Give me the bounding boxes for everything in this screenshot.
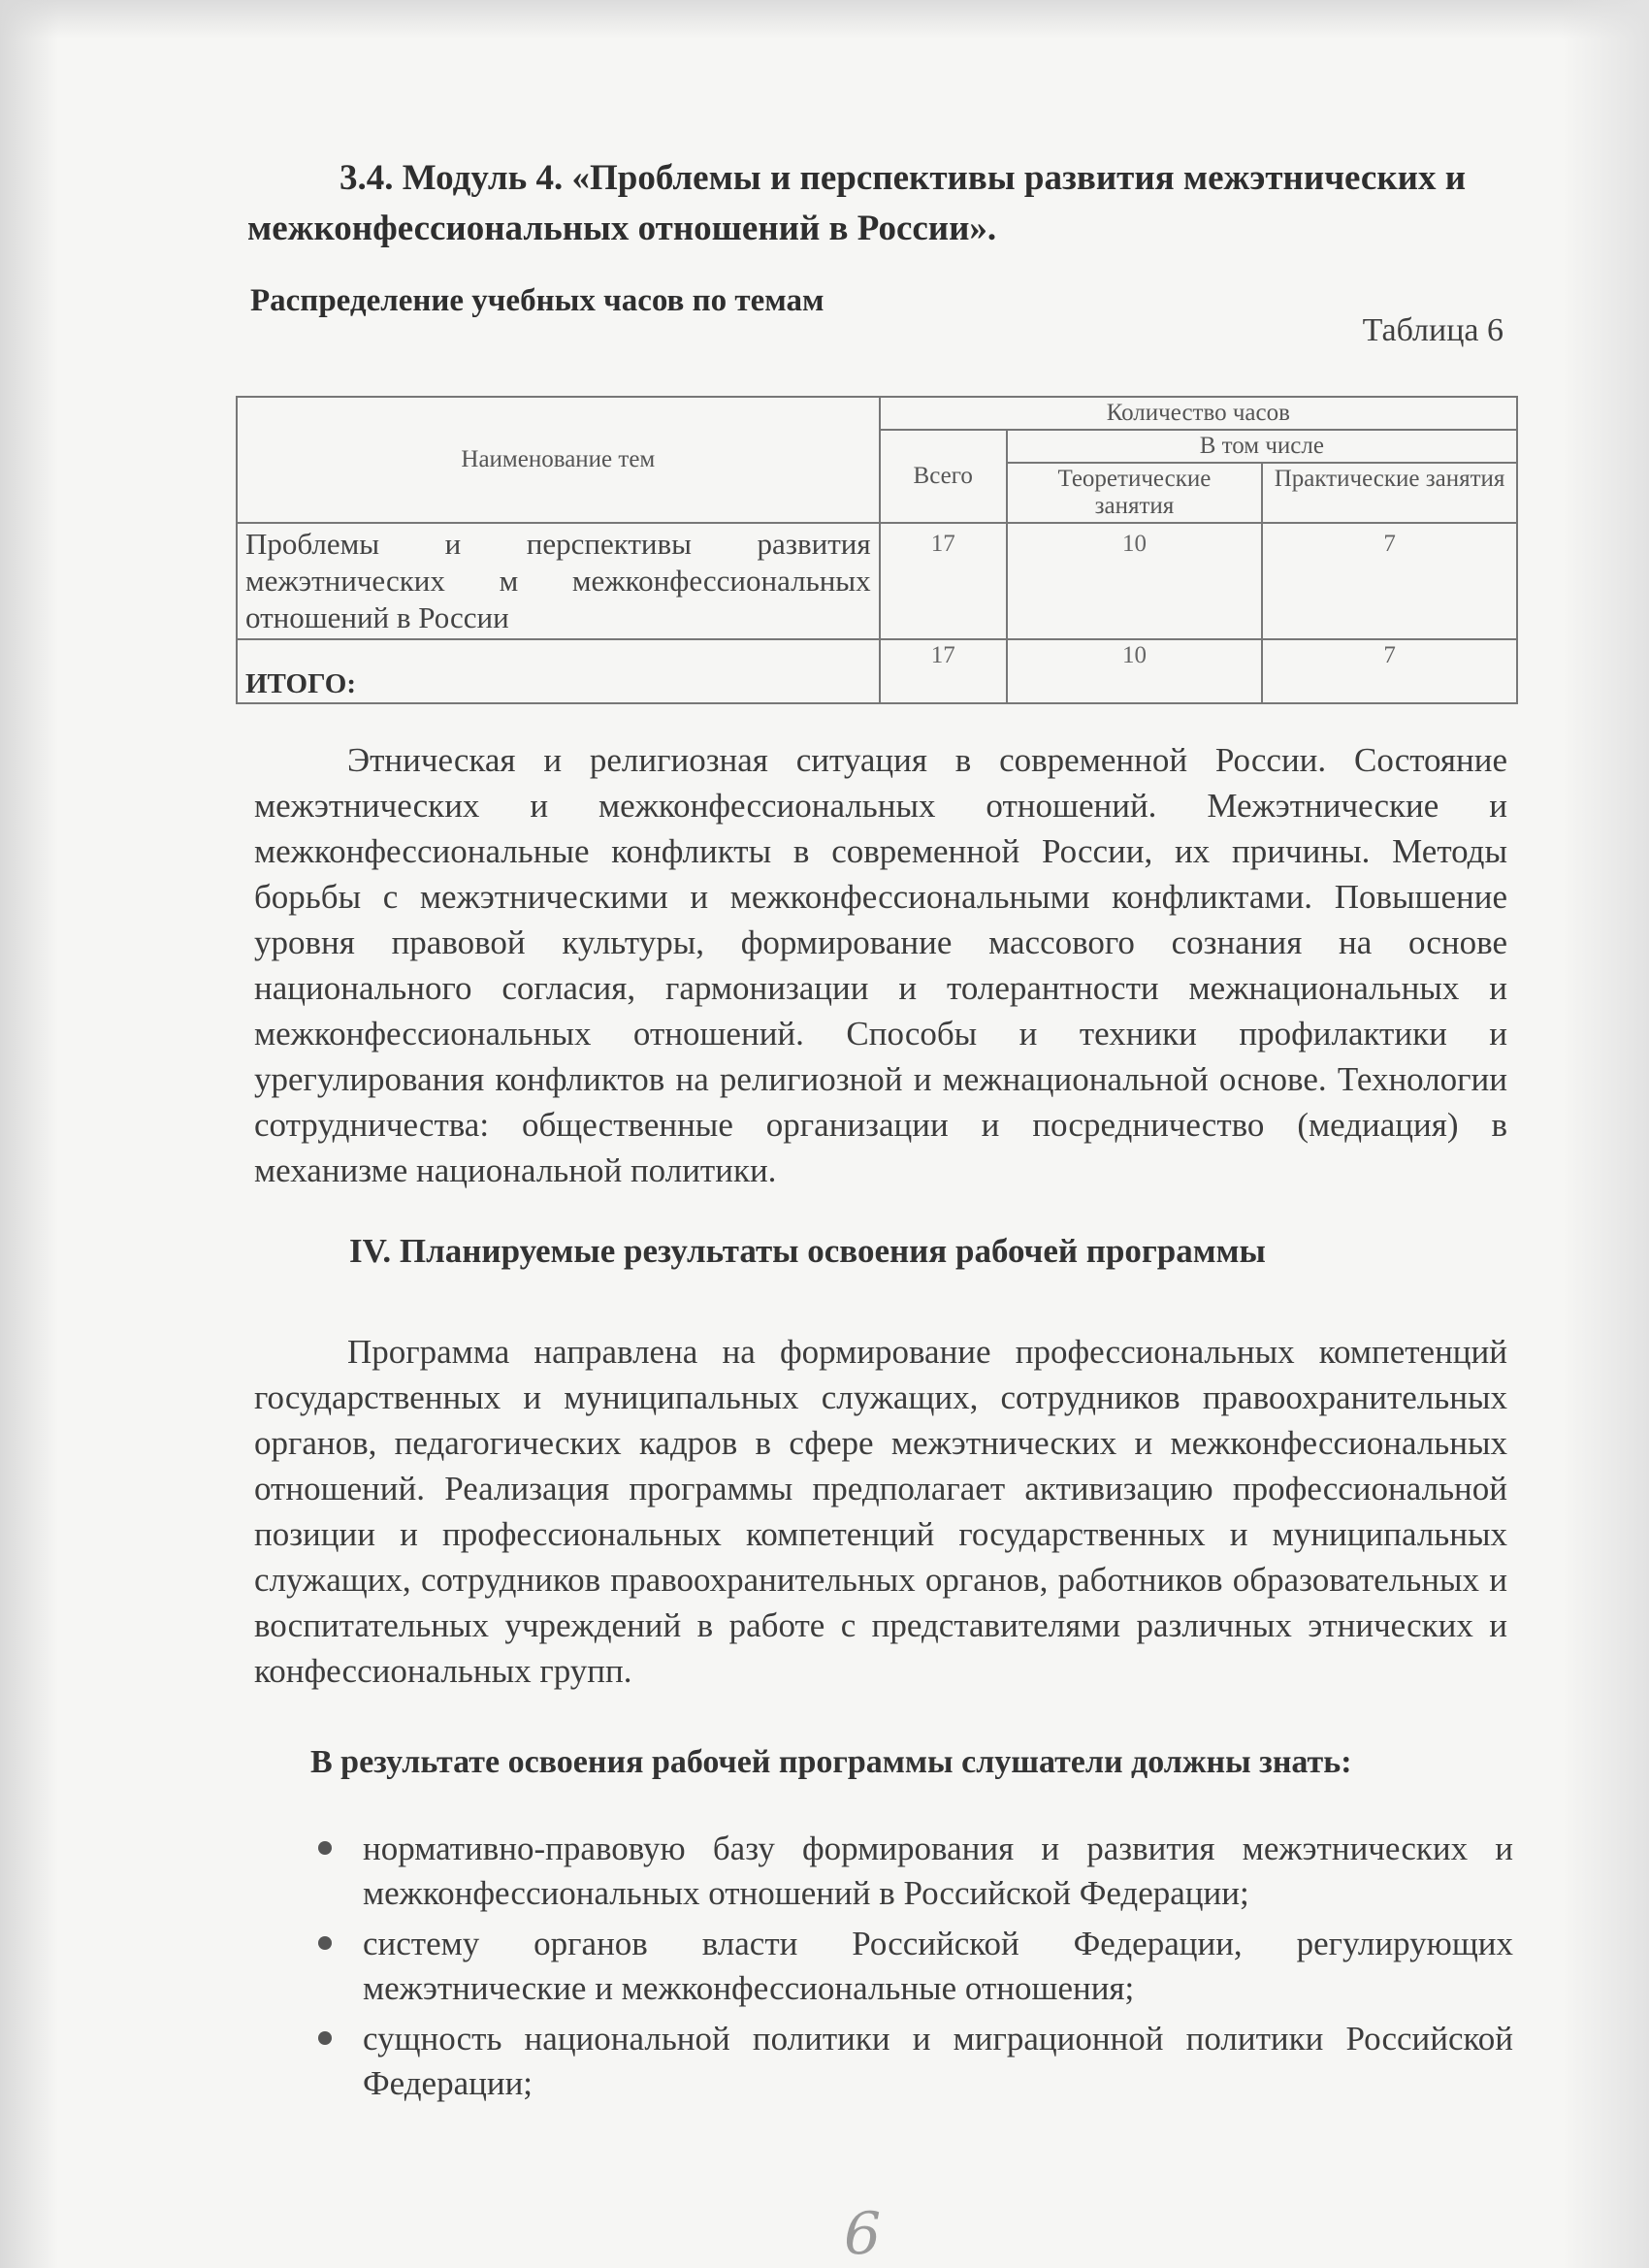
bullet-icon	[318, 2031, 332, 2045]
section-title: IV. Планируемые результаты освоения рабочей программы	[349, 1232, 1266, 1270]
program-paragraph: Программа направлена на формирование профессиональных компетенций государственных и муниципальных служащих, сотрудников правоохранительных органов, педагогических кадров в сфере межэтнических и межконфессиональных отношений. Реализация программы предполагает активизацию профессиональной позиции и профессиональных компетенций государственных и муниципальных служащих, сотрудников правоохранительных органов, работников образовательных и воспитательных учреждений в работе с представителями различных этнических и конфессиональных групп.	[254, 1333, 1507, 1690]
total-hours-cell: 17	[880, 523, 1007, 639]
topic-cell: Проблемы и перспективы развития межэтнических м межконфессиональных отношений в России	[237, 523, 880, 639]
summary-total-cell: 17	[880, 639, 1007, 703]
list-item	[312, 1827, 1513, 1916]
total-label: ИТОГО:	[237, 639, 880, 703]
summary-theoretical-cell: 10	[1007, 639, 1262, 703]
list-item-text: нормативно-правовую базу формирования и развития межэтнических и межконфессиональных отношений в Российской Федерации;	[363, 1830, 1513, 1912]
scan-shadow-top	[0, 0, 1649, 39]
hours-table	[236, 396, 1518, 704]
header-total: Всего	[880, 430, 1007, 523]
table-total-row	[237, 639, 1517, 703]
distribution-title: Распределение учебных часов по темам	[250, 283, 824, 318]
table-row	[237, 523, 1517, 639]
table-header-row	[237, 397, 1517, 430]
page-number: 6	[844, 2200, 882, 2268]
summary-practical-cell: 7	[1262, 639, 1517, 703]
practical-hours-cell: 7	[1262, 523, 1517, 639]
scan-shadow-left	[0, 0, 58, 2268]
header-topic-name: Наименование тем	[237, 397, 880, 523]
header-practical: Практические занятия	[1262, 463, 1517, 523]
theoretical-hours-cell: 10	[1007, 523, 1262, 639]
know-list	[312, 1827, 1513, 2112]
list-item-text: систему органов власти Российской Федерации, регулирующих межэтнические и межконфессиональные отношения;	[363, 1925, 1513, 2007]
module-title: 3.4. Модуль 4. «Проблемы и перспективы развития межэтнических и межконфессиональных отношений в России».	[247, 158, 1467, 248]
list-item-text: сущность национальной политики и миграционной политики Российской Федерации;	[363, 2020, 1513, 2102]
list-item	[312, 2017, 1513, 2106]
bullet-icon	[318, 1936, 332, 1950]
list-item	[312, 1922, 1513, 2011]
content-paragraph: Этническая и религиозная ситуация в современной России. Состояние межэтнических и межконфессиональных отношений. Межэтнические и межконфессиональные конфликты в современной России, их причины. Методы борьбы с межэтническими и межконфессиональными конфликтами. Повышение уровня правовой культуры, формирование массового сознания на основе национального согласия, гармонизации и толерантности межнациональных и межконфессиональных отношений. Способы и техники профилактики и урегулирования конфликтов на религиозной и межнациональной основе. Технологии сотрудничества: общественные организации и посредничество (медиация) в механизме национальной политики.	[254, 741, 1507, 1189]
header-theoretical: Теоретические занятия	[1007, 463, 1262, 523]
header-hours-count: Количество часов	[880, 397, 1517, 430]
bullet-icon	[318, 1841, 332, 1855]
header-including: В том числе	[1007, 430, 1517, 463]
table-caption: Таблица 6	[1362, 312, 1504, 348]
know-title: В результате освоения рабочей программы слушатели должны знать:	[310, 1744, 1352, 1780]
scan-shadow-right	[1562, 0, 1649, 2268]
